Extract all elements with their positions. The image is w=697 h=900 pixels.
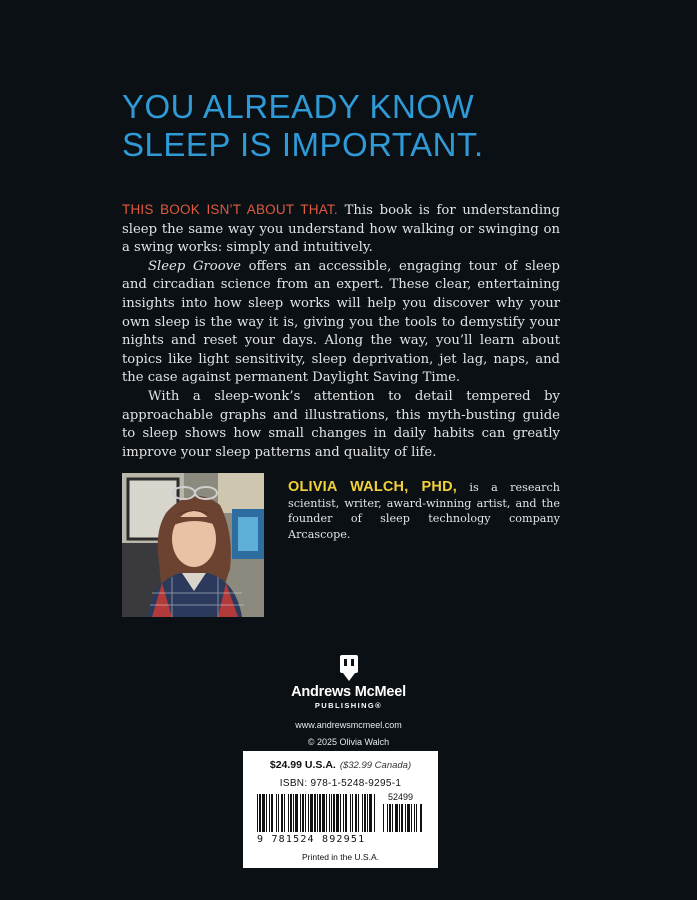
book-title: Sleep Groove bbox=[148, 258, 241, 274]
author-bio-text: is a research scientist, writer, award-winning artist, and the founder of sleep technology company Arcascope. bbox=[288, 481, 560, 541]
headline-line-2: SLEEP IS IMPORTANT. bbox=[122, 126, 484, 163]
lead-caps: THIS BOOK ISN’T ABOUT THAT. bbox=[122, 202, 338, 217]
paragraph-3: With a sleep-wonk’s attention to detail tempered by approachable graphs and illustrations, this myth-busting guide to sleep shows how small changes in daily habits can greatly improve your sleep patterns and quality of life. bbox=[122, 388, 560, 460]
publisher-logo-icon bbox=[339, 655, 359, 681]
author-photo bbox=[122, 473, 264, 617]
headline-line-1: YOU ALREADY KNOW bbox=[122, 88, 475, 125]
barcode-box bbox=[243, 751, 438, 868]
price-line bbox=[243, 759, 438, 771]
copyright: © 2025 Olivia Walch bbox=[307, 737, 390, 747]
book-description bbox=[122, 201, 560, 462]
publisher-subtitle: PUBLISHING® bbox=[314, 701, 383, 710]
barcode-supplement: 52499 bbox=[388, 792, 414, 802]
paragraph-1-text: This book is for understanding sleep the same way you understand how walking or swinging on a swing works: simply and intuitively. bbox=[122, 203, 560, 256]
price-cad: ($32.99 Canada) bbox=[339, 760, 412, 771]
barcode-digits: 9 781524 892951 bbox=[257, 834, 366, 845]
paragraph-1 bbox=[122, 201, 560, 258]
author-bio bbox=[288, 480, 560, 542]
paragraph-2-text: offers an accessible, engaging tour of sleep and circadian science from an expert. These clear, entertaining insights into how sleep works will help you discover why your own sleep is the way it is, giving you the tools to demystify your nights and reset your days. Along the way, you’ll learn about topics like light sensitivity, sleep deprivation, jet lag, naps, and the case against permanent Daylight Saving Time. bbox=[122, 258, 560, 386]
headline bbox=[122, 88, 484, 164]
printed-in: Printed in the U.S.A. bbox=[301, 852, 379, 862]
publisher-website: www.andrewsmcmeel.com bbox=[295, 720, 402, 730]
publisher-block bbox=[0, 655, 697, 748]
publisher-name: Andrews McMeel bbox=[291, 684, 406, 700]
isbn: ISBN: 978-1-5248-9295-1 bbox=[279, 778, 402, 789]
author-name: OLIVIA WALCH, PHD, bbox=[288, 479, 457, 495]
price-usd: $24.99 U.S.A. bbox=[269, 759, 336, 771]
paragraph-2 bbox=[122, 258, 560, 388]
